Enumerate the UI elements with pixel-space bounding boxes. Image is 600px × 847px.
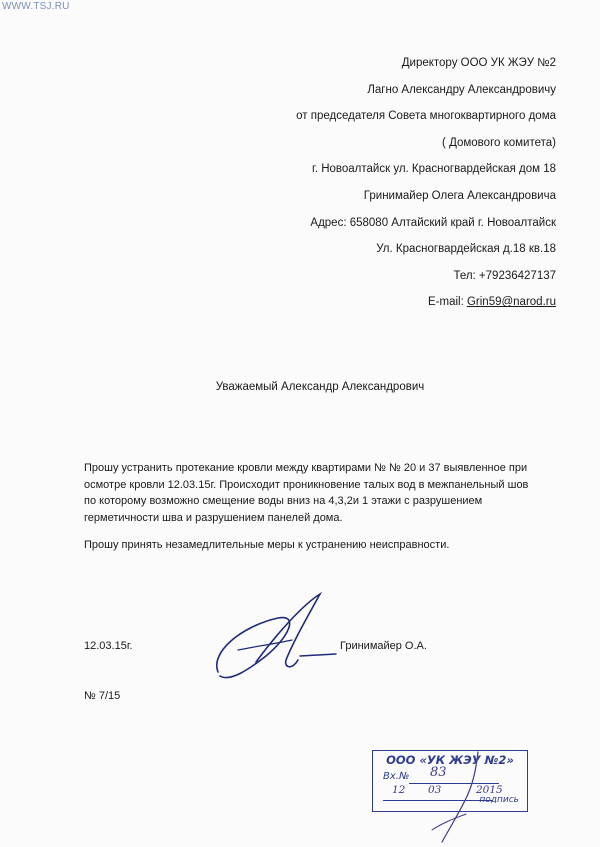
- sender-street: Ул. Красногвардейская д.18 кв.18: [376, 243, 556, 256]
- scribble-stroke-2: [432, 814, 466, 830]
- stamp-incoming-label: Вх.№: [383, 771, 410, 782]
- letter-body: [84, 460, 529, 554]
- scribble-stroke: [442, 752, 478, 842]
- salutation: Уважаемый Александр Александрович: [215, 381, 425, 393]
- body-paragraph-measures: Прошу принять незамедлительные меры к устранению неисправности.: [84, 539, 450, 551]
- addressee-position: Директору ООО УК ЖЭУ №2: [401, 57, 556, 69]
- sender-email-line: [236, 289, 556, 316]
- sender-building: г. Новоалтайск ул. Красногвардейская дом 18: [312, 163, 556, 176]
- sender-phone: Тел: +79236427137: [453, 269, 556, 282]
- stamp-signature-scribble: [418, 738, 498, 847]
- watermark: WWW.TSJ.RU: [2, 1, 70, 12]
- document-number: № 7/15: [84, 690, 121, 702]
- stamp-organization: ООО «УК ЖЭУ №2»: [386, 753, 514, 767]
- addressee-block: [236, 50, 556, 316]
- signer-name: Гринимайер О.А.: [340, 640, 427, 652]
- email-link[interactable]: Grin59@narod.ru: [466, 296, 556, 309]
- stamp-date-year: 2015: [476, 784, 503, 796]
- sender-address: Адрес: 658080 Алтайский край г. Новоалтайск: [310, 216, 556, 229]
- signature-date: 12.03.15г.: [84, 640, 133, 652]
- signature-crossbar: [238, 640, 292, 650]
- handwritten-signature: [208, 590, 338, 690]
- stamp-date-month: 03: [428, 784, 442, 796]
- stamp-sign-label: подпись: [479, 795, 519, 805]
- sender-committee: ( Домового комитета): [442, 136, 556, 149]
- sender-title: от председателя Совета многоквартирного дома: [296, 110, 556, 123]
- stamp-incoming-number: 83: [430, 765, 447, 780]
- stamp-date-day: 12: [392, 784, 406, 796]
- sender-name: Гринимайер Олега Александровича: [363, 189, 556, 202]
- signature-tail: [300, 654, 336, 656]
- addressee-name: Лагно Александру Александровичу: [367, 83, 556, 96]
- body-paragraph-request: Прошу устранить протекание кровли между квартирами № № 20 и 37 выявленное при осмотре кровли 12.03.15г. Происходит проникновение талых вод в межпанельный шов по которому возможно смещение воды вниз на 4,3,2и 1 этажи с разрушением герметичности шва и разрушением панелей дома.: [84, 462, 529, 524]
- email-label: E-mail:: [427, 296, 467, 309]
